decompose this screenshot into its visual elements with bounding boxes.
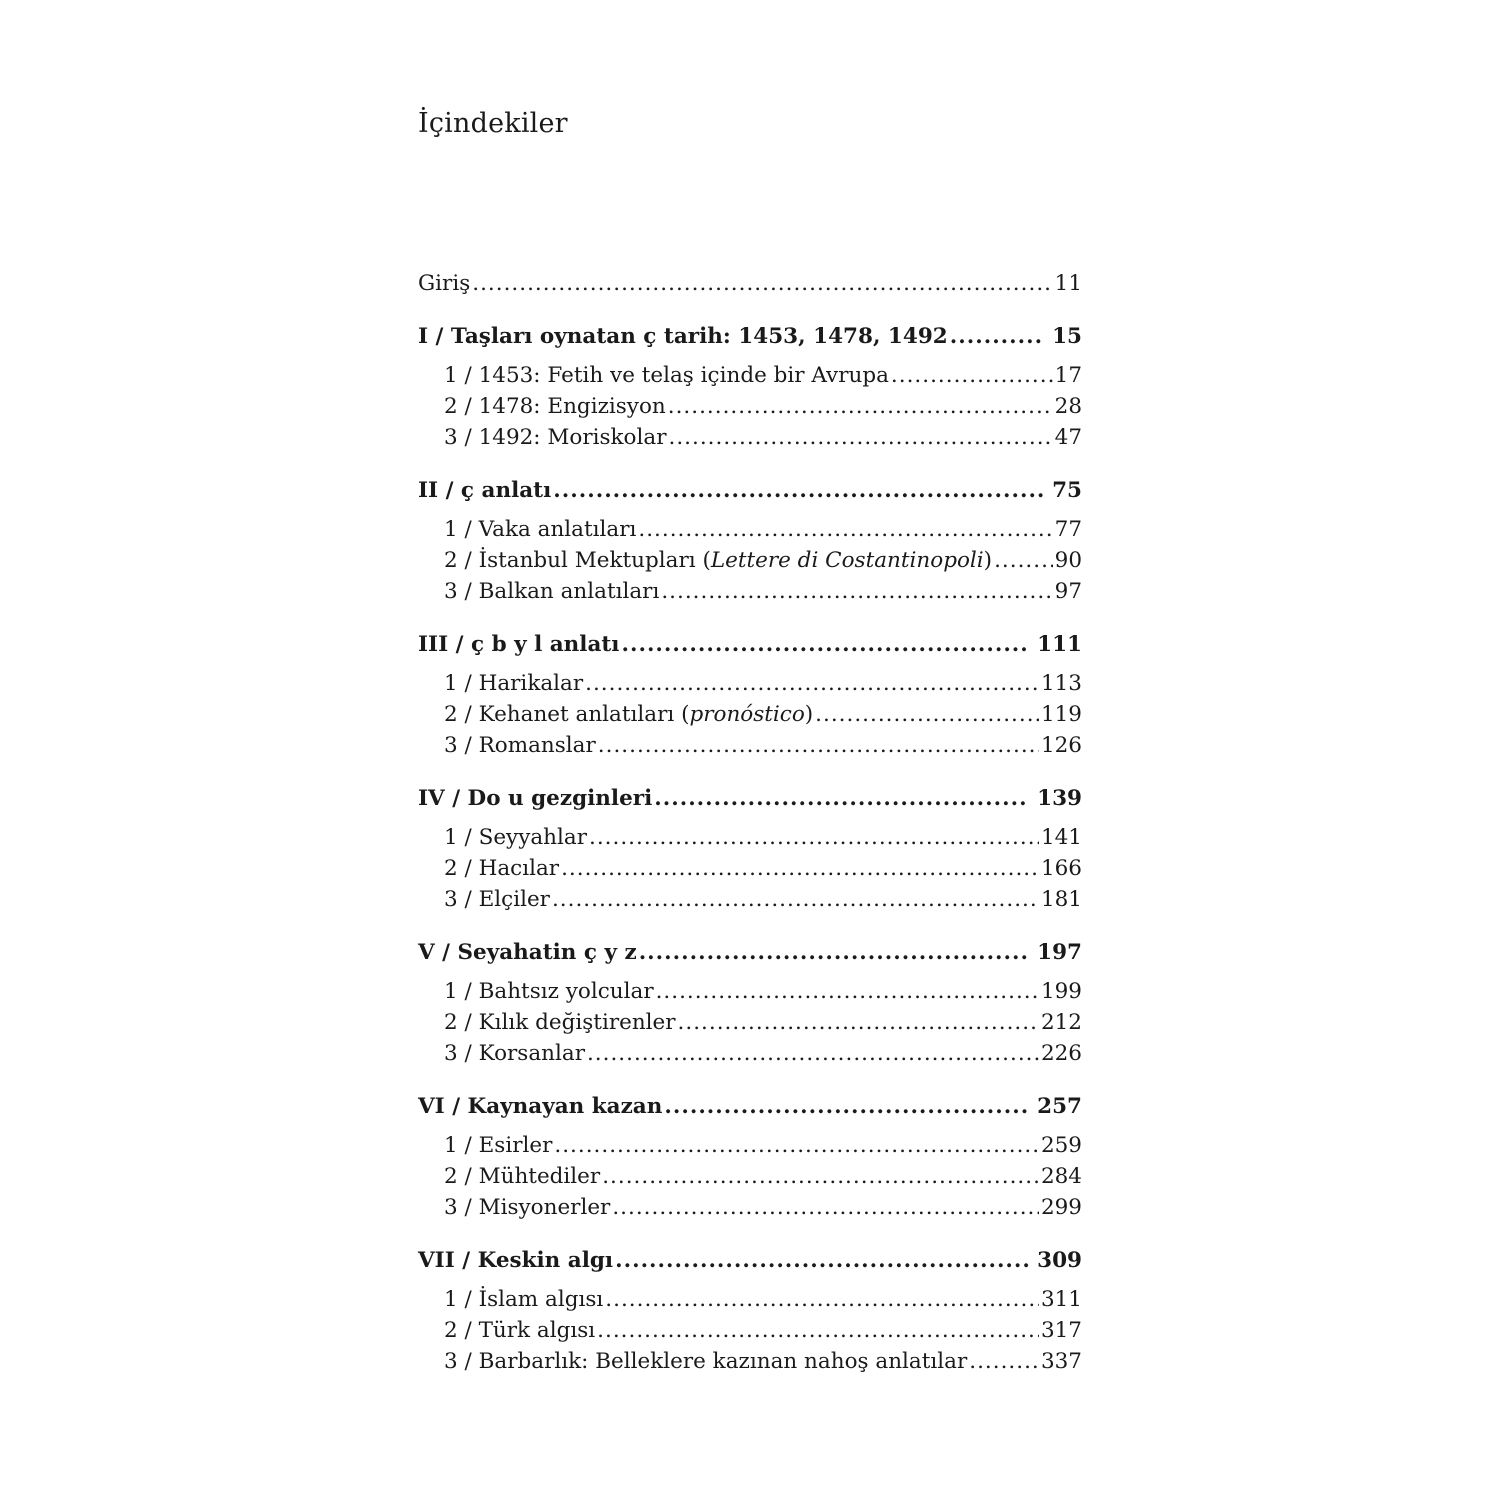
section-title: 2 / 1478: Engizisyon [444,394,666,419]
leader-dots [598,730,1039,761]
toc-section-entry[interactable] [418,1130,1082,1161]
section-title: 2 / Hacılar [444,856,560,881]
section-title: 3 / Romanslar [444,733,596,758]
section-page-number: 17 [1054,363,1082,388]
toc-chapter-entry[interactable] [418,1245,1082,1276]
leader-dots [661,576,1052,607]
toc-entry-label: Giriş [418,271,471,296]
leader-dots [664,1091,1029,1122]
section-page-number: 181 [1040,887,1082,912]
section-title: 1 / Seyyahlar [444,825,587,850]
toc-section-entry[interactable] [418,822,1082,853]
toc-chapter-entry[interactable] [418,475,1082,506]
section-page-number: 28 [1054,394,1082,419]
chapter-block [418,629,1082,761]
leader-dots [612,1192,1039,1223]
chapter-title: I / Taşları oynatan ç tarih: 1453, 1478, 1492 [418,324,948,349]
leader-dots [668,391,1053,422]
leader-dots [621,629,1029,660]
chapter-block [418,1091,1082,1223]
section-title: 1 / 1453: Fetih ve telaş içinde bir Avrupa [444,363,889,388]
toc-section-entry[interactable] [418,699,1082,730]
leader-dots [678,1007,1039,1038]
toc-section-entry[interactable] [418,884,1082,915]
section-title: 3 / Barbarlık: Belleklere kazınan nahoş anlatılar [444,1349,968,1374]
section-page-number: 47 [1054,425,1082,450]
section-page-number: 284 [1040,1164,1082,1189]
toc-section-entry[interactable] [418,853,1082,884]
section-title: 3 / Elçiler [444,887,550,912]
leader-dots [552,884,1039,915]
toc-page-number: 11 [1054,271,1082,296]
chapter-title: VI / Kaynayan kazan [418,1094,663,1119]
chapter-title: II / ç anlatı [418,478,552,503]
leader-dots [553,475,1044,506]
toc-section-entry[interactable] [418,1007,1082,1038]
section-title: 1 / Esirler [444,1133,553,1158]
toc-section-entry[interactable] [418,360,1082,391]
section-page-number: 119 [1040,702,1082,727]
section-title: 2 / İstanbul Mektupları (Lettere di Costantinopoli) [444,548,993,573]
chapter-block [418,937,1082,1069]
chapter-page-number: 197 [1037,940,1082,965]
chapter-title: III / ç b y l anlatı [418,632,620,657]
section-page-number: 212 [1040,1010,1082,1035]
chapter-page-number: 139 [1037,786,1082,811]
toc-chapter-entry[interactable] [418,629,1082,660]
chapter-page-number: 111 [1037,632,1082,657]
leader-dots [969,1346,1039,1377]
leader-dots [891,360,1053,391]
toc-section-entry[interactable] [418,576,1082,607]
toc-section-entry[interactable] [418,1161,1082,1192]
toc-chapter-entry[interactable] [418,321,1082,352]
table-of-contents [418,268,1082,1377]
chapter-page-number: 15 [1052,324,1082,349]
leader-dots [815,699,1039,730]
toc-section-entry[interactable] [418,1284,1082,1315]
toc-chapter-entry[interactable] [418,937,1082,968]
section-page-number: 97 [1054,579,1082,604]
chapter-page-number: 75 [1052,478,1082,503]
toc-chapter-entry[interactable] [418,783,1082,814]
toc-section-entry[interactable] [418,1192,1082,1223]
leader-dots [668,422,1052,453]
chapter-block [418,783,1082,915]
section-page-number: 337 [1040,1349,1082,1374]
leader-dots [587,1038,1039,1069]
leader-dots [597,1315,1039,1346]
leader-dots [615,1245,1029,1276]
leader-dots [585,668,1039,699]
toc-chapter-entry[interactable] [418,1091,1082,1122]
section-title: 1 / Harikalar [444,671,584,696]
section-page-number: 317 [1040,1318,1082,1343]
chapter-list [418,321,1082,1377]
toc-section-entry[interactable] [418,422,1082,453]
leader-dots [605,1284,1039,1315]
section-title: 1 / Vaka anlatıları [444,517,637,542]
section-page-number: 299 [1040,1195,1082,1220]
toc-section-entry[interactable] [418,545,1082,576]
section-title-italic: Lettere di Costantinopoli [710,548,984,573]
chapter-title: VII / Keskin algı [418,1248,614,1273]
toc-section-entry[interactable] [418,1038,1082,1069]
chapter-block [418,321,1082,453]
toc-section-entry[interactable] [418,1315,1082,1346]
section-title: 2 / Mühtediler [444,1164,601,1189]
leader-dots [602,1161,1039,1192]
leader-dots [994,545,1053,576]
leader-dots [654,783,1029,814]
leader-dots [638,514,1052,545]
section-title: 2 / Türk algısı [444,1318,596,1343]
leader-dots [656,976,1039,1007]
chapter-title: IV / Do u gezginleri [418,786,653,811]
chapter-title: V / Seyahatin ç y z [418,940,637,965]
section-title: 1 / İslam algısı [444,1287,604,1312]
chapter-page-number: 309 [1037,1248,1082,1273]
toc-section-entry[interactable] [418,976,1082,1007]
toc-section-entry[interactable] [418,730,1082,761]
toc-section-entry[interactable] [418,1346,1082,1377]
section-title: 2 / Kehanet anlatıları (pronóstico) [444,702,814,727]
section-page-number: 90 [1054,548,1082,573]
section-page-number: 226 [1040,1041,1082,1066]
leader-dots [950,321,1044,352]
section-page-number: 259 [1040,1133,1082,1158]
section-page-number: 141 [1040,825,1082,850]
chapter-block [418,1245,1082,1377]
section-page-number: 126 [1040,733,1082,758]
chapter-page-number: 257 [1037,1094,1082,1119]
toc-section-entry[interactable] [418,668,1082,699]
leader-dots [554,1130,1039,1161]
section-page-number: 311 [1040,1287,1082,1312]
section-page-number: 113 [1040,671,1082,696]
toc-section-entry[interactable] [418,391,1082,422]
section-title: 2 / Kılık değiştirenler [444,1010,676,1035]
section-title: 3 / Misyonerler [444,1195,611,1220]
section-title: 3 / Korsanlar [444,1041,585,1066]
toc-entry-intro[interactable] [418,268,1082,299]
toc-section-entry[interactable] [418,514,1082,545]
leader-dots [589,822,1039,853]
leader-dots [639,937,1029,968]
section-page-number: 199 [1040,979,1082,1004]
leader-dots [472,268,1052,299]
section-title: 1 / Bahtsız yolcular [444,979,654,1004]
section-page-number: 166 [1040,856,1082,881]
page-title: İçindekiler [418,108,568,139]
leader-dots [561,853,1039,884]
section-title: 3 / Balkan anlatıları [444,579,660,604]
section-title-italic: pronóstico [689,702,805,727]
section-page-number: 77 [1054,517,1082,542]
chapter-block [418,475,1082,607]
section-title: 3 / 1492: Moriskolar [444,425,667,450]
